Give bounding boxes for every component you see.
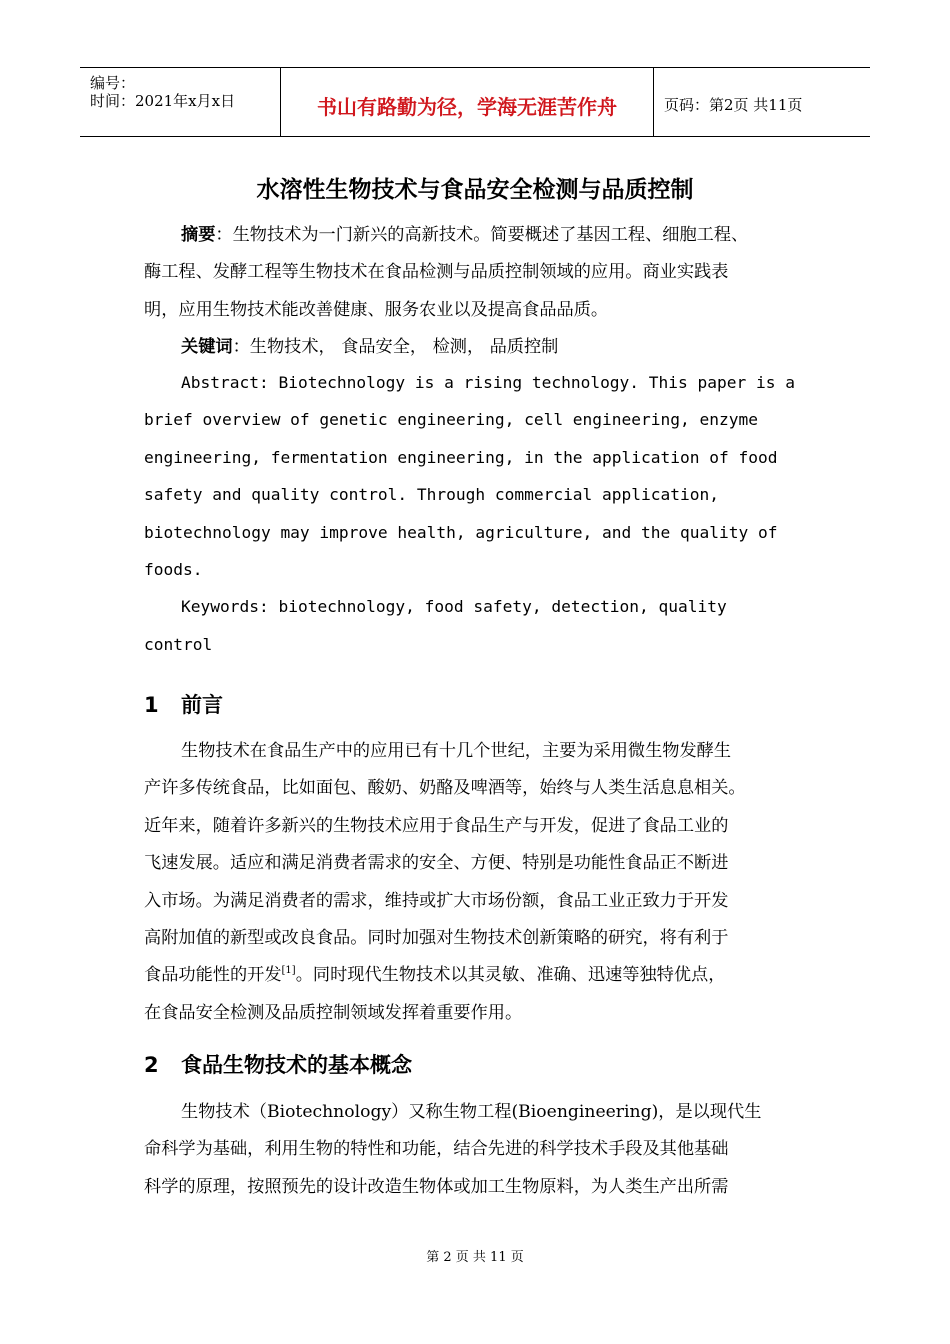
keywords-cn: 关键词：生物技术， 食品安全， 检测， 品质控制 — [181, 337, 559, 358]
section-2-heading — [144, 1049, 412, 1079]
body-line: 近年来，随着许多新兴的生物技术应用于食品生产与开发，促进了食品工业的 — [144, 815, 729, 836]
abstract-cn — [144, 217, 824, 367]
body-line: 入市场。为满足消费者的需求，维持或扩大市场份额，食品工业正致力于开发 — [144, 890, 729, 911]
body-line: 产许多传统食品，比如面包、酸奶、奶酪及啤酒等，始终与人类生活息息相关。 — [144, 778, 746, 799]
body-line: 高附加值的新型或改良食品。同时加强对生物技术创新策略的研究，将有利于 — [144, 927, 729, 948]
section-number: 1 — [144, 693, 159, 717]
body-line: 食品功能性的开发[1]。同时现代生物技术以其灵敏、准确、迅速等独特优点， — [144, 965, 726, 986]
section-1-body — [144, 733, 824, 1032]
header-page-number: 页码：第2页 共11页 — [664, 96, 803, 114]
abstract-cn-line: 摘要：生物技术为一门新兴的高新技术。简要概述了基因工程、细胞工程、 — [181, 225, 749, 245]
abstract-en — [144, 364, 824, 663]
header-meta-cell — [80, 68, 281, 136]
section-title: 食品生物技术的基本概念 — [181, 1053, 412, 1077]
body-line: 生物技术（Biotechnology）又称生物工程(Bioengineering)，是以现代生 — [181, 1102, 762, 1122]
abstract-en-line: safety and quality control. Through commercial application, — [144, 485, 719, 505]
header-motto: 书山有路勤为径，学海无涯苦作舟 — [317, 95, 617, 119]
document-title: 水溶性生物技术与食品安全检测与品质控制 — [256, 177, 694, 203]
abstract-en-line: engineering, fermentation engineering, in the application of food — [144, 447, 778, 467]
page-header-table — [80, 67, 870, 137]
abstract-en-line: biotechnology may improve health, agriculture, and the quality of — [144, 522, 778, 542]
citation-mark: [1] — [281, 965, 296, 977]
header-page-cell — [654, 68, 870, 136]
body-line: 命科学为基础，利用生物的特性和功能，结合先进的科学技术手段及其他基础 — [144, 1139, 729, 1160]
section-2-body — [144, 1094, 824, 1206]
document-time-label: 时间：2021年x月x日 — [90, 92, 236, 110]
abstract-cn-line: 酶工程、发酵工程等生物技术在食品检测与品质控制领域的应用。商业实践表 — [144, 262, 729, 283]
abstract-en-line: Abstract: Biotechnology is a rising technology. This paper is a — [181, 373, 795, 392]
section-title: 前言 — [181, 693, 223, 717]
abstract-en-line: brief overview of genetic engineering, cell engineering, enzyme — [144, 410, 758, 430]
body-line: 飞速发展。适应和满足消费者需求的安全、方便、特别是功能性食品正不断进 — [144, 853, 729, 874]
header-motto-cell — [281, 68, 654, 136]
keywords-en-line: Keywords: biotechnology, food safety, detection, quality — [181, 597, 727, 617]
keywords-cn-label: 关键词 — [181, 337, 233, 358]
section-1-heading — [144, 689, 223, 719]
abstract-cn-line: 明，应用生物技术能改善健康、服务农业以及提高食品品质。 — [144, 299, 609, 320]
section-number: 2 — [144, 1053, 159, 1077]
body-line: 生物技术在食品生产中的应用已有十几个世纪，主要为采用微生物发酵生 — [181, 741, 732, 761]
page-footer: 第 2 页 共 11 页 — [426, 1250, 524, 1265]
keywords-en-line: control — [144, 634, 213, 654]
abstract-en-line: foods. — [144, 559, 203, 579]
body-line: 科学的原理，按照预先的设计改造生物体或加工生物原料，为人类生产出所需 — [144, 1176, 729, 1197]
document-number-label: 编号： — [90, 74, 136, 92]
body-line: 在食品安全检测及品质控制领域发挥着重要作用。 — [144, 1002, 523, 1023]
abstract-cn-label: 摘要 — [181, 225, 216, 245]
